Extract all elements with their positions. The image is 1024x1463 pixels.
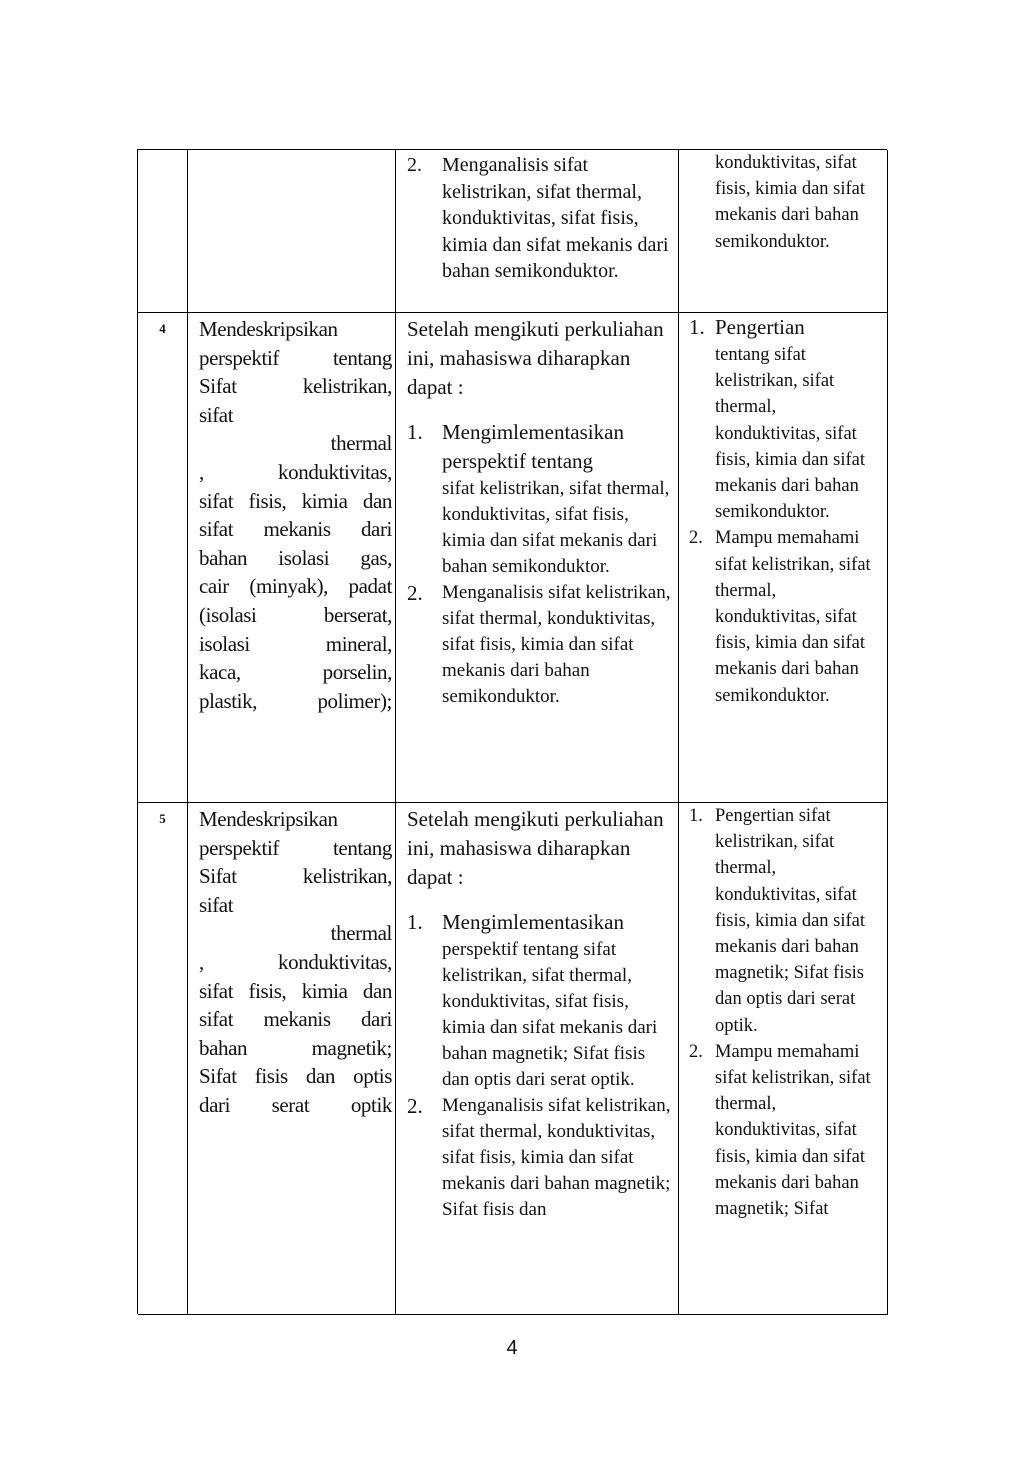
competency-line: perspektif tentang — [199, 345, 392, 370]
syllabus-table — [137, 149, 887, 1314]
list-number: 1. — [689, 315, 705, 339]
material-text: konduktivitas, sifat fisis, kimia dan sifat mekanis dari bahan semikonduktor. — [715, 153, 866, 252]
competency-line: Mendeskripsikan — [199, 807, 338, 831]
material-list-item — [689, 525, 881, 708]
competency-line: Mendeskripsikan — [199, 317, 338, 341]
row-continued-number-cell — [138, 150, 188, 313]
competency-line: bahan magnetik; — [199, 1035, 392, 1060]
row-4-number: 4 — [138, 313, 188, 803]
objective-intro: Setelah mengikuti perkuliahan ini, mahasiswa diharapkan dapat : — [407, 317, 664, 399]
competency-line: Sifat kelistrikan, — [199, 374, 392, 399]
competency-line: kaca, porselin, — [199, 660, 392, 685]
objective-list-item — [407, 908, 672, 1093]
competency-line: isolasi mineral, — [199, 631, 392, 656]
competency-line: thermal — [330, 921, 392, 946]
material-text: Pengertian sifat kelistrikan, sifat thermal, konduktivitas, sifat fisis, kimia dan sifat mekanis dari bahan magnetik; Sifat fisis dan optis dari serat optik. — [715, 806, 866, 1036]
objective-list-item — [407, 418, 672, 580]
list-number: 2. — [407, 154, 422, 176]
competency-line: bahan isolasi gas, — [199, 545, 392, 570]
material-list-item — [689, 313, 881, 525]
list-number: 2. — [407, 1094, 423, 1118]
objective-list-item — [407, 1093, 672, 1223]
competency-line: , konduktivitas, — [199, 459, 392, 484]
objective-intro: Setelah mengikuti perkuliahan ini, mahasiswa diharapkan dapat : — [407, 807, 664, 889]
objective-head: Mengimlementasikan perspektif tentang — [442, 420, 624, 473]
page-number: 4 — [506, 1337, 518, 1359]
objective-head: Mengimlementasikan — [442, 910, 624, 934]
list-number: 2. — [689, 528, 703, 549]
objective-list-item — [407, 580, 672, 710]
competency-line: sifat fisis, kimia dan — [199, 978, 392, 1003]
row-5-objective-cell — [396, 803, 679, 1315]
list-number: 1. — [407, 420, 423, 444]
objective-text: sifat kelistrikan, sifat thermal, konduktivitas, sifat fisis, kimia dan sifat mekanis dari bahan semikonduktor. — [442, 478, 670, 577]
competency-line: Sifat fisis dan optis — [199, 1064, 392, 1089]
material-text: Mampu memahami sifat kelistrikan, sifat thermal, konduktivitas, sifat fisis, kimia dan sifat mekanis dari bahan semikonduktor. — [715, 528, 871, 706]
row-continued-material-cell — [679, 150, 888, 313]
list-number: 2. — [407, 581, 423, 605]
row-4-objective-cell — [396, 313, 679, 803]
competency-line: dari serat optik — [199, 1092, 392, 1117]
competency-line: , konduktivitas, — [199, 949, 392, 974]
list-number: 1. — [689, 806, 703, 826]
competency-line: sifat mekanis dari — [199, 517, 392, 542]
competency-line: plastik, polimer); — [199, 688, 392, 713]
competency-line: perspektif tentang — [199, 835, 392, 860]
row-5-material-cell — [679, 803, 888, 1315]
row-5-number: 5 — [138, 803, 188, 1315]
competency-line: sifat mekanis dari — [199, 1007, 392, 1032]
objective-text: Menganalisis sifat kelistrikan, sifat thermal, konduktivitas, sifat fisis, kimia dan sifat mekanis dari bahan magnetik; Sifat fisis dan — [442, 1095, 671, 1220]
row-4-material-cell — [679, 313, 888, 803]
list-number: 2. — [689, 1041, 703, 1062]
competency-line: sifat — [199, 892, 234, 917]
objective-text: Menganalisis sifat kelistrikan, sifat thermal, konduktivitas, sifat fisis, kimia dan sifat mekanis dari bahan semikonduktor. — [442, 582, 671, 707]
material-text: tentang sifat kelistrikan, sifat thermal, konduktivitas, sifat fisis, kimia dan sifat mekanis dari bahan semikonduktor. — [715, 345, 866, 523]
row-4-competency — [188, 313, 396, 803]
list-number: 1. — [407, 910, 423, 934]
row-5-competency — [188, 803, 396, 1315]
objective-text: Menganalisis sifat kelistrikan, sifat thermal, konduktivitas, sifat fisis, kimia dan sifat mekanis dari bahan semikonduktor. — [442, 154, 669, 282]
competency-line: cair (minyak), padat — [199, 574, 392, 599]
row-continued-objective-cell — [396, 150, 679, 313]
competency-line: (isolasi berserat, — [199, 602, 392, 627]
competency-line: Sifat kelistrikan, — [199, 864, 392, 889]
competency-line: sifat fisis, kimia dan — [199, 488, 392, 513]
row-continued-competency-cell — [188, 150, 396, 313]
objective-text: perspektif tentang sifat kelistrikan, sifat thermal, konduktivitas, sifat fisis, kimia dan sifat mekanis dari bahan magnetik; Sifat fisis dan optis dari serat optik. — [442, 939, 658, 1090]
material-head: Pengertian — [715, 315, 805, 339]
objective-list-item — [407, 152, 672, 285]
competency-line: sifat — [199, 402, 234, 427]
material-list-item — [689, 803, 881, 1039]
material-list-item — [689, 1039, 881, 1222]
material-text: Mampu memahami sifat kelistrikan, sifat thermal, konduktivitas, sifat fisis, kimia dan sifat mekanis dari bahan magnetik; Sifat — [715, 1041, 871, 1220]
competency-line: thermal — [330, 431, 392, 456]
